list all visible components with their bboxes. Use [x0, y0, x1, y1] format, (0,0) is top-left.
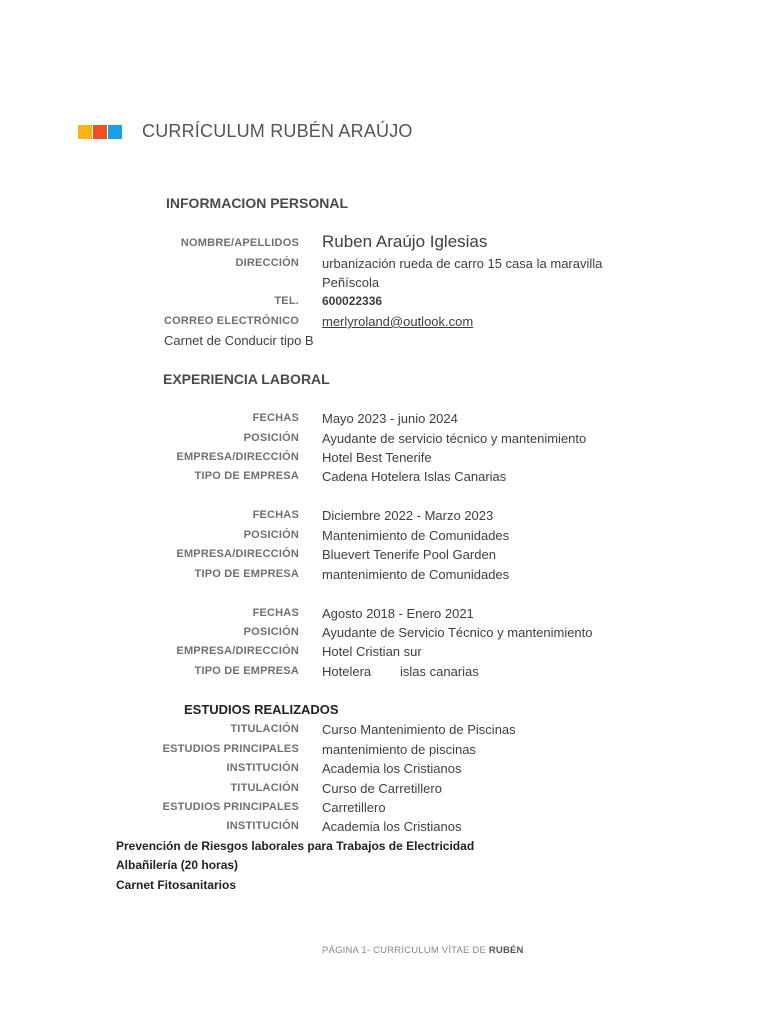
logo-square-yellow	[78, 125, 92, 139]
education-institution: Academia los Cristianos	[322, 819, 462, 834]
value-tel: 600022336	[322, 294, 383, 308]
job-dates: Agosto 2018 - Enero 2021	[322, 606, 474, 621]
job-company-type-a: Hotelera	[322, 664, 372, 679]
label-position: POSICIÓN	[243, 626, 299, 638]
driving-license: Carnet de Conducir tipo B	[164, 333, 314, 348]
label-tel: TEL.	[274, 295, 299, 307]
label-company: EMPRESA/DIRECCIÓN	[176, 548, 299, 560]
job-dates: Diciembre 2022 - Marzo 2023	[322, 508, 494, 523]
email-link[interactable]: merlyroland@outlook.com	[322, 314, 474, 329]
job-company: Hotel Cristian sur	[322, 644, 422, 659]
job-company: Hotel Best Tenerife	[322, 450, 432, 465]
education-studies: Carretillero	[322, 800, 386, 815]
value-name: Ruben Araújo Iglesias	[322, 232, 488, 251]
extra-course: Carnet Fitosanitarios	[116, 878, 237, 892]
label-company: EMPRESA/DIRECCIÓN	[176, 645, 299, 657]
label-address: DIRECCIÓN	[235, 257, 299, 269]
section-heading-education: ESTUDIOS REALIZADOS	[184, 702, 339, 717]
extra-course: Prevención de Riesgos laborales para Trabajos de Electricidad	[116, 839, 475, 853]
label-company: EMPRESA/DIRECCIÓN	[176, 451, 299, 463]
label-dates: FECHAS	[252, 412, 299, 424]
page-title: CURRÍCULUM RUBÉN ARAÚJO	[142, 121, 413, 141]
footer-prefix: PÁGINA 1- CURRÍCULUM VÍTAE DE	[322, 945, 486, 956]
section-heading-experience: EXPERIENCIA LABORAL	[163, 371, 330, 387]
value-address-line1: urbanización rueda de carro 15 casa la maravilla	[322, 256, 603, 271]
page-footer	[322, 945, 524, 956]
job-position: Ayudante de servicio técnico y mantenimiento	[322, 431, 587, 446]
value-address-line2: Peñíscola	[322, 275, 380, 290]
job-company: Bluevert Tenerife Pool Garden	[322, 547, 496, 562]
education-title: Curso Mantenimiento de Piscinas	[322, 722, 516, 737]
label-company-type: TIPO DE EMPRESA	[194, 470, 299, 482]
job-company-type: mantenimiento de Comunidades	[322, 567, 510, 582]
label-dates: FECHAS	[252, 509, 299, 521]
label-company-type: TIPO DE EMPRESA	[194, 568, 299, 580]
education-title: Curso de Carretillero	[322, 781, 442, 796]
education-institution: Academia los Cristianos	[322, 761, 462, 776]
label-dates: FECHAS	[252, 607, 299, 619]
label-studies: ESTUDIOS PRINCIPALES	[162, 801, 299, 813]
job-position: Mantenimiento de Comunidades	[322, 528, 510, 543]
footer-name: RUBÉN	[488, 945, 524, 956]
job-company-type-b: islas canarias	[400, 664, 479, 679]
label-institution: INSTITUCIÓN	[226, 762, 299, 774]
label-institution: INSTITUCIÓN	[226, 820, 299, 832]
label-email: CORREO ELECTRÓNICO	[164, 315, 299, 327]
label-company-type: TIPO DE EMPRESA	[194, 665, 299, 677]
logo-square-red	[93, 125, 107, 139]
label-position: POSICIÓN	[243, 432, 299, 444]
logo	[78, 125, 122, 139]
label-title: TITULACIÓN	[230, 723, 299, 735]
extra-course: Albañilería (20 horas)	[116, 858, 239, 872]
label-name: NOMBRE/APELLIDOS	[180, 237, 299, 249]
job-position: Ayudante de Servicio Técnico y mantenimiento	[322, 625, 593, 640]
job-dates: Mayo 2023 - junio 2024	[322, 411, 458, 426]
logo-square-blue	[108, 125, 122, 139]
education-studies: mantenimiento de piscinas	[322, 742, 476, 757]
label-studies: ESTUDIOS PRINCIPALES	[162, 743, 299, 755]
label-position: POSICIÓN	[243, 529, 299, 541]
section-heading-personal: INFORMACION PERSONAL	[166, 195, 348, 211]
label-title: TITULACIÓN	[230, 782, 299, 794]
job-company-type: Cadena Hotelera Islas Canarias	[322, 469, 507, 484]
